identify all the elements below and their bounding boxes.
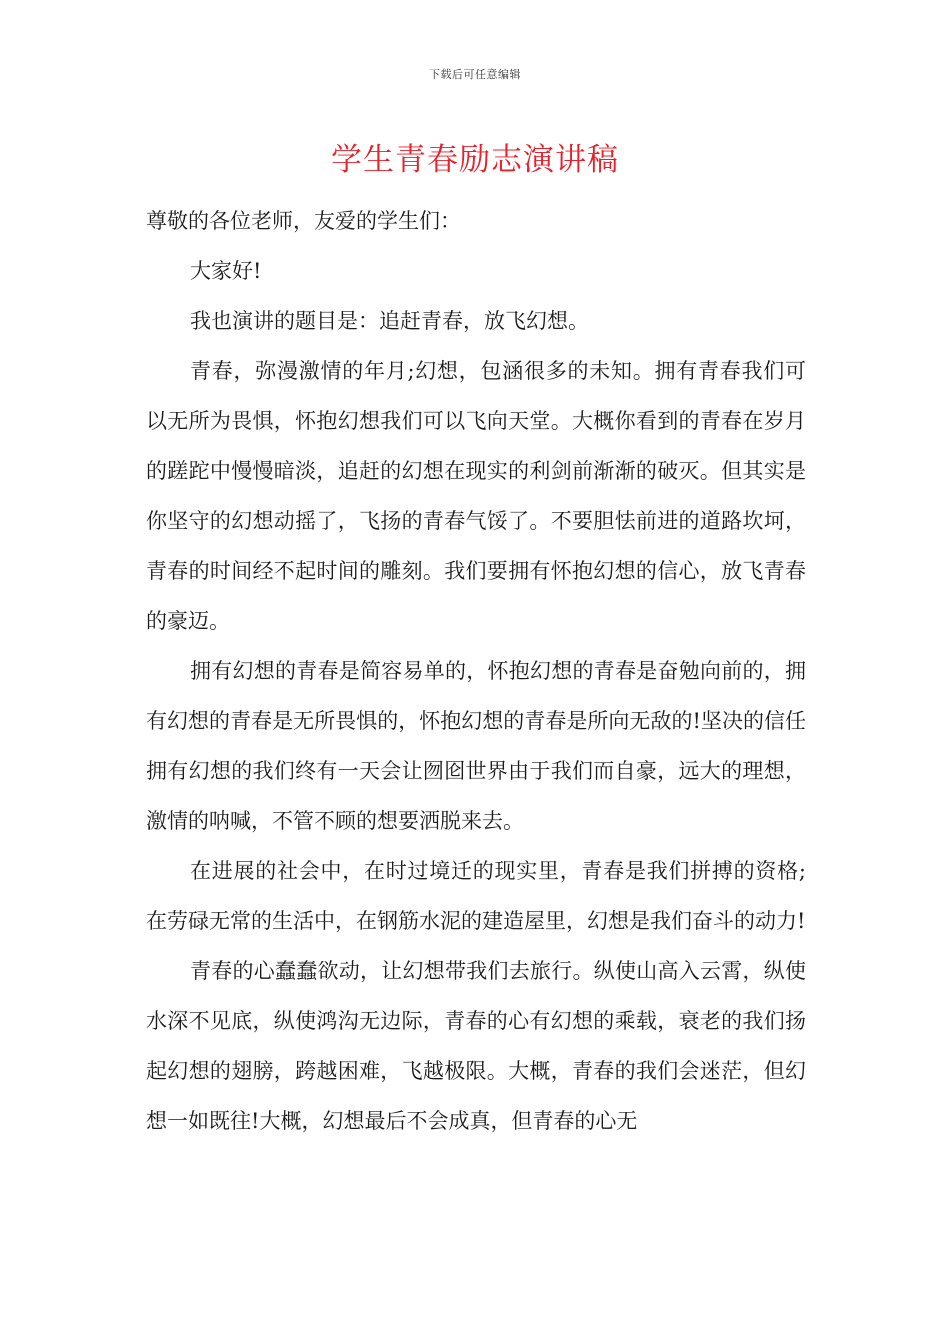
paragraph: 拥有幻想的青春是简容易单的，怀抱幻想的青春是奋勉向前的，拥有幻想的青春是无所畏惧的，怀抱幻想的青春是所向无敌的!坚决的信任拥有幻想的我们终有一天会让囫囵世界由于我们而自豪，远大的理想，激情的呐喊，不管不顾的想要洒脱来去。	[146, 659, 806, 833]
document-title: 学生青春励志演讲稿	[331, 142, 619, 178]
paragraph: 在进展的社会中，在时过境迁的现实里，青春是我们拼搏的资格;在劳碌无常的生活中，在钢筋水泥的建造屋里，幻想是我们奋斗的动力!	[146, 859, 806, 933]
salutation: 尊敬的各位老师，友爱的学生们：	[146, 209, 461, 233]
paragraph: 青春，弥漫激情的年月;幻想，包涵很多的未知。拥有青春我们可以无所为畏惧，怀抱幻想我们可以飞向天堂。大概你看到的青春在岁月的蹉跎中慢慢暗淡，追赶的幻想在现实的利剑前渐渐的破灭。但其实是你坚守的幻想动摇了，飞扬的青春气馁了。不要胆怯前进的道路坎坷，青春的时间经不起时间的雕刻。我们要拥有怀抱幻想的信心，放飞青春的豪迈。	[146, 359, 806, 633]
speech-body	[146, 196, 806, 1146]
paragraph: 青春的心蠢蠢欲动，让幻想带我们去旅行。纵使山高入云霄，纵使水深不见底，纵使鸿沟无边际，青春的心有幻想的乘载，衰老的我们扬起幻想的翅膀，跨越困难，飞越极限。大概，青春的我们会迷茫，但幻想一如既往!大概，幻想最后不会成真，但青春的心无	[146, 959, 806, 1133]
paragraph-greeting: 大家好!	[190, 259, 262, 283]
header-note: 下载后可任意编辑	[429, 68, 521, 81]
paragraph-topic: 我也演讲的题目是：追赶青春，放飞幻想。	[190, 309, 589, 333]
